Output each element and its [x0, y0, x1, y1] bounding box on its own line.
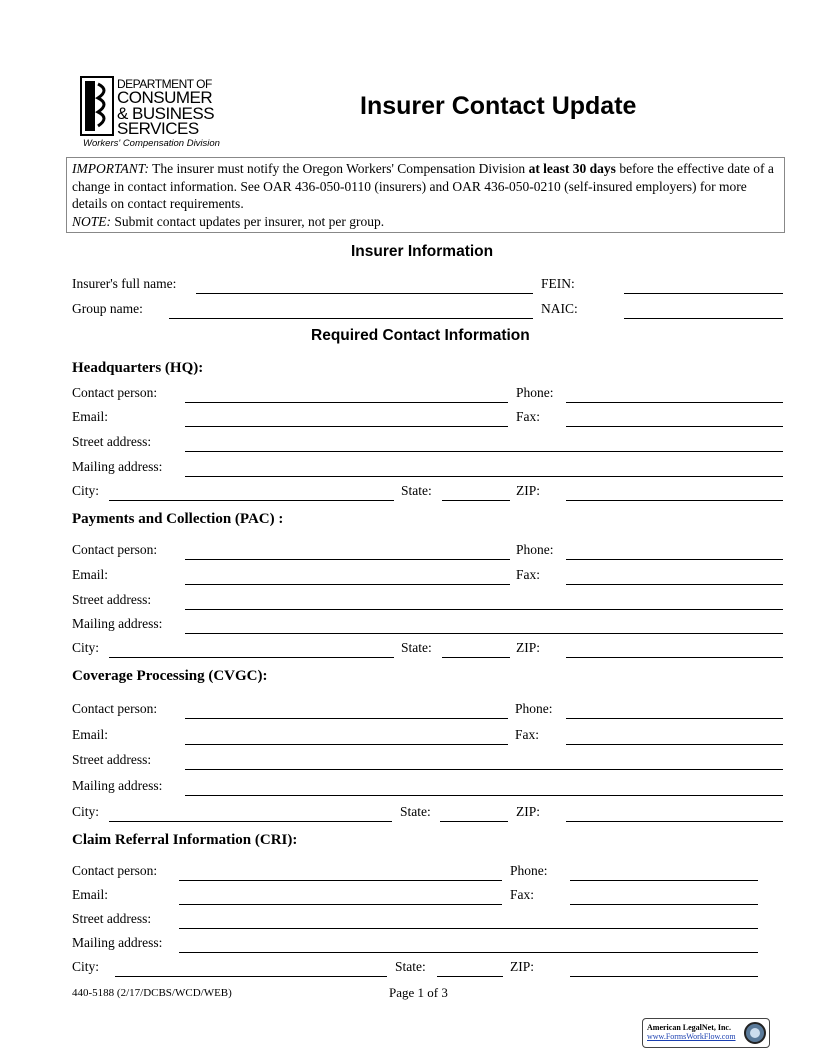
hq-section-title: Headquarters (HQ):	[72, 360, 204, 376]
division-name: Workers' Compensation Division	[83, 138, 220, 149]
cri-zip-label: ZIP:	[510, 959, 535, 974]
cvgc-city-field[interactable]	[109, 821, 392, 822]
cvgc-state-label: State:	[400, 804, 431, 819]
dcbs-monogram-icon	[80, 76, 114, 136]
cri-fax-label: Fax:	[510, 887, 535, 902]
vendor-name: American LegalNet, Inc.	[647, 1023, 731, 1032]
cri-fax-field[interactable]	[570, 904, 758, 905]
hq-city-label: City:	[72, 483, 100, 498]
fein-label: FEIN:	[541, 276, 575, 291]
important-label: IMPORTANT:	[72, 161, 149, 176]
pac-section-title: Payments and Collection (PAC) :	[72, 511, 284, 527]
hq-street-label: Street address:	[72, 434, 152, 449]
cvgc-zip-field[interactable]	[566, 821, 783, 822]
hq-city-field[interactable]	[109, 500, 394, 501]
cri-street-field[interactable]	[179, 928, 758, 929]
pac-state-label: State:	[401, 640, 432, 655]
form-number: 440-5188 (2/17/DCBS/WCD/WEB)	[72, 987, 232, 999]
insurer-name-field[interactable]	[196, 293, 533, 294]
cvgc-state-field[interactable]	[440, 821, 508, 822]
cvgc-fax-label: Fax:	[515, 727, 540, 742]
pac-phone-field[interactable]	[566, 559, 783, 560]
cvgc-contact-field[interactable]	[185, 718, 508, 719]
pac-zip-label: ZIP:	[516, 640, 541, 655]
pac-street-field[interactable]	[185, 609, 783, 610]
fein-field[interactable]	[624, 293, 783, 294]
pac-mailing-field[interactable]	[185, 633, 783, 634]
pac-street-label: Street address:	[72, 592, 152, 607]
agency-line: SERVICES	[117, 119, 199, 138]
cvgc-email-label: Email:	[72, 727, 108, 742]
note-label: NOTE:	[72, 213, 112, 229]
hq-state-label: State:	[401, 483, 432, 498]
pac-zip-field[interactable]	[566, 657, 783, 658]
cri-email-field[interactable]	[179, 904, 502, 905]
cvgc-phone-field[interactable]	[566, 718, 783, 719]
cri-state-label: State:	[395, 959, 426, 974]
cvgc-contact-label: Contact person:	[72, 701, 158, 716]
cvgc-street-field[interactable]	[185, 769, 783, 770]
hq-zip-field[interactable]	[566, 500, 783, 501]
note-text: Submit contact updates per insurer, not per group.	[111, 213, 385, 229]
required-contact-heading: Required Contact Information	[311, 327, 530, 344]
pac-phone-label: Phone:	[516, 542, 554, 557]
cri-email-label: Email:	[72, 887, 108, 902]
notice-text: before the effective date of a change in contact information. See OAR 436-050-0110 (insurers) and OAR 436-050-0210 (self-insured employers) for more details on contact requirements.	[72, 161, 774, 211]
hq-contact-field[interactable]	[185, 402, 508, 403]
globe-icon	[743, 1021, 767, 1045]
agency-line: CONSUMER	[117, 88, 213, 107]
cvgc-email-field[interactable]	[185, 744, 508, 745]
naic-label: NAIC:	[541, 301, 578, 316]
cvgc-city-label: City:	[72, 804, 100, 819]
pac-fax-label: Fax:	[516, 567, 541, 582]
hq-contact-label: Contact person:	[72, 385, 158, 400]
cvgc-zip-label: ZIP:	[516, 804, 541, 819]
cri-phone-label: Phone:	[510, 863, 548, 878]
hq-mailing-field[interactable]	[185, 476, 783, 477]
cvgc-phone-label: Phone:	[515, 701, 553, 716]
cri-city-label: City:	[72, 959, 100, 974]
group-name-field[interactable]	[169, 318, 533, 319]
group-name-label: Group name:	[72, 301, 143, 316]
important-notice	[66, 157, 785, 233]
naic-field[interactable]	[624, 318, 783, 319]
cvgc-fax-field[interactable]	[566, 744, 783, 745]
hq-email-label: Email:	[72, 409, 108, 424]
hq-state-field[interactable]	[442, 500, 510, 501]
hq-mailing-label: Mailing address:	[72, 459, 163, 474]
hq-fax-label: Fax:	[516, 409, 541, 424]
cri-state-field[interactable]	[437, 976, 503, 977]
notice-bold: at least 30 days	[528, 161, 616, 176]
notice-text: The insurer must notify the Oregon Workers' Compensation Division	[149, 161, 529, 176]
cri-contact-field[interactable]	[179, 880, 502, 881]
page-title: Insurer Contact Update	[360, 92, 637, 120]
insurer-info-heading: Insurer Information	[351, 243, 494, 260]
pac-email-label: Email:	[72, 567, 108, 582]
cri-section-title: Claim Referral Information (CRI):	[72, 832, 298, 848]
pac-contact-field[interactable]	[185, 559, 510, 560]
cvgc-section-title: Coverage Processing (CVGC):	[72, 668, 268, 684]
page-number: Page 1 of 3	[389, 985, 448, 1000]
hq-street-field[interactable]	[185, 451, 783, 452]
cri-mailing-field[interactable]	[179, 952, 758, 953]
pac-state-field[interactable]	[442, 657, 510, 658]
agency-line: DEPARTMENT OF	[117, 77, 212, 91]
pac-city-field[interactable]	[109, 657, 394, 658]
pac-fax-field[interactable]	[566, 584, 783, 585]
hq-fax-field[interactable]	[566, 426, 783, 427]
pac-email-field[interactable]	[185, 584, 510, 585]
vendor-link[interactable]: www.FormsWorkFlow.com	[647, 1032, 736, 1041]
cri-street-label: Street address:	[72, 911, 152, 926]
agency-line: & BUSINESS	[117, 104, 215, 123]
cvgc-street-label: Street address:	[72, 752, 152, 767]
dcbs-logo	[80, 74, 225, 154]
cri-zip-field[interactable]	[570, 976, 758, 977]
cri-city-field[interactable]	[115, 976, 387, 977]
hq-zip-label: ZIP:	[516, 483, 541, 498]
cri-phone-field[interactable]	[570, 880, 758, 881]
pac-contact-label: Contact person:	[72, 542, 158, 557]
pac-mailing-label: Mailing address:	[72, 616, 163, 631]
insurer-name-label: Insurer's full name:	[72, 276, 177, 291]
hq-email-field[interactable]	[185, 426, 508, 427]
hq-phone-label: Phone:	[516, 385, 554, 400]
cvgc-mailing-label: Mailing address:	[72, 778, 163, 793]
cri-mailing-label: Mailing address:	[72, 935, 163, 950]
cri-contact-label: Contact person:	[72, 863, 158, 878]
cvgc-mailing-field[interactable]	[185, 795, 783, 796]
vendor-badge	[642, 1018, 770, 1048]
pac-city-label: City:	[72, 640, 100, 655]
hq-phone-field[interactable]	[566, 402, 783, 403]
